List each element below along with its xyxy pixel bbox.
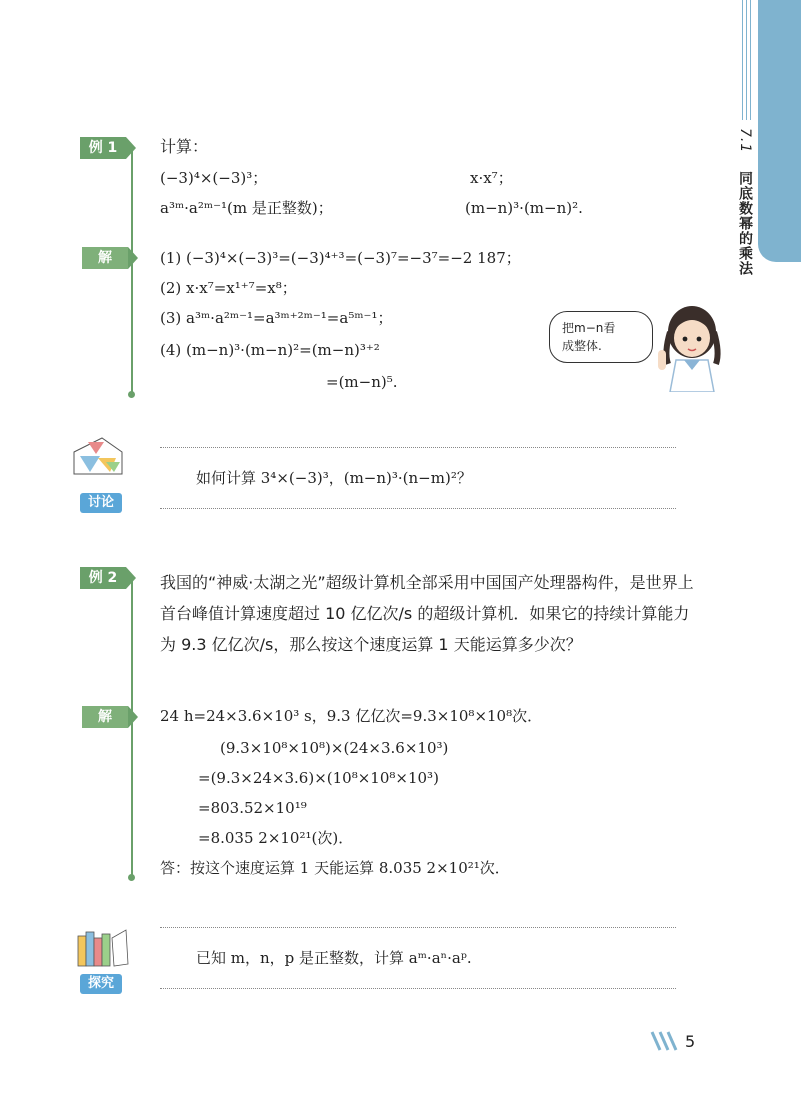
problem-3: a³ᵐ·a²ᵐ⁻¹(m 是正整数)； xyxy=(160,199,333,217)
tab-decor-lines xyxy=(742,0,756,120)
discussion-tag: 讨论 xyxy=(80,493,122,513)
example2-answer: 答：按这个速度运算 1 天能运算 8.035 2×10²¹次． xyxy=(160,859,510,877)
solution2-line-3: =(9.3×24×3.6)×(10⁸×10⁸×10³) xyxy=(198,769,439,787)
example-rule xyxy=(131,580,133,878)
example1-intro: 计算： xyxy=(160,137,209,156)
page-stripes-icon xyxy=(650,1030,682,1052)
rule-dot xyxy=(128,391,135,398)
explore-bottom-divider xyxy=(160,988,676,989)
bubble-line-1: 把m−n看 xyxy=(562,321,616,335)
student-illustration xyxy=(652,292,732,392)
solution-3: (3) a³ᵐ·a²ᵐ⁻¹=a³ᵐ⁺²ᵐ⁻¹=a⁵ᵐ⁻¹； xyxy=(160,309,393,327)
solution1-tag: 解 xyxy=(82,247,128,269)
example2-tag: 例 2 xyxy=(80,567,126,589)
rule-dot xyxy=(128,874,135,881)
problem-1: (−3)⁴×(−3)³； xyxy=(160,169,268,187)
example-rule xyxy=(131,150,133,395)
solution2-line-4: =803.52×10¹⁹ xyxy=(198,799,307,817)
explore-top-divider xyxy=(160,927,676,928)
explore-illustration xyxy=(72,924,134,972)
discussion-text: 如何计算 3⁴×(−3)³，(m−n)³·(n−m)²？ xyxy=(196,469,472,487)
problem-2: x·x⁷； xyxy=(470,169,513,187)
solution2-line-1: 24 h=24×3.6×10³ s，9.3 亿亿次=9.3×10⁸×10⁸次． xyxy=(160,707,543,725)
discussion-bottom-divider xyxy=(160,508,676,509)
problem-4: (m−n)³·(m−n)². xyxy=(465,199,583,217)
example1-tag: 例 1 xyxy=(80,137,126,159)
solution2-tag: 解 xyxy=(82,706,128,728)
solution-4a: (4) (m−n)³·(m−n)²=(m−n)³⁺² xyxy=(160,341,380,359)
explore-text: 已知 m，n，p 是正整数，计算 aᵐ·aⁿ·aᵖ. xyxy=(196,949,472,967)
explore-tag: 探究 xyxy=(80,974,122,994)
bubble-line-2: 成整体. xyxy=(562,339,602,353)
section-heading xyxy=(733,128,755,276)
solution2-line-5: =8.035 2×10²¹(次)． xyxy=(198,829,354,847)
page-number: 5 xyxy=(685,1032,696,1051)
discussion-illustration xyxy=(70,432,134,482)
solution-4b: =(m−n)⁵. xyxy=(326,373,398,391)
speech-bubble xyxy=(549,311,653,363)
section-title: 同底数幂的乘法 xyxy=(737,171,753,277)
example2-problem: 我国的“神威·太湖之光”超级计算机全部采用中国国产处理器构件，是世界上首台峰值计算速度超过 10 亿亿次/s 的超级计算机．如果它的持续计算能力为 9.3 亿亿次/s，那么按这个速度运算 1 天能运算多少次？ xyxy=(160,573,694,654)
section-number: 7.1 xyxy=(737,128,753,154)
solution-1: (1) (−3)⁴×(−3)³=(−3)⁴⁺³=(−3)⁷=−3⁷=−2 187； xyxy=(160,249,521,267)
solution-2: (2) x·x⁷=x¹⁺⁷=x⁸； xyxy=(160,279,297,297)
section-tab xyxy=(758,0,801,262)
discussion-top-divider xyxy=(160,447,676,448)
solution2-line-2: (9.3×10⁸×10⁸)×(24×3.6×10³) xyxy=(220,739,449,757)
